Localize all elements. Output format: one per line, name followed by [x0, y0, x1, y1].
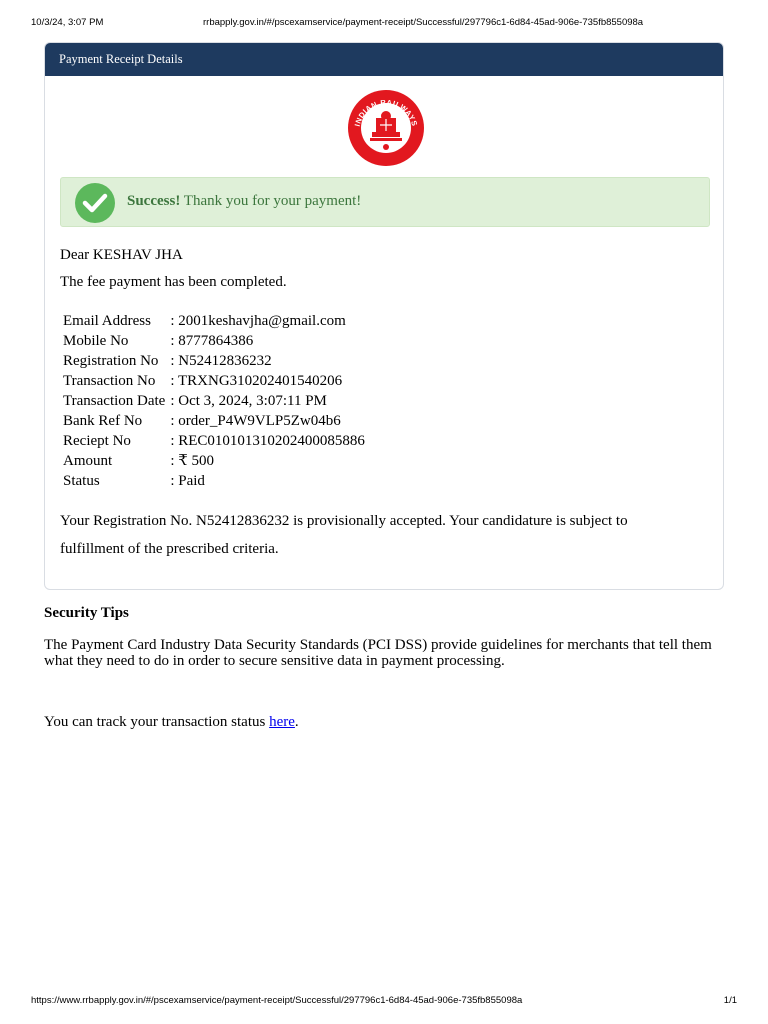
detail-value: : 8777864386 [170, 333, 254, 349]
detail-row [60, 371, 368, 391]
print-header [0, 17, 768, 31]
indian-railways-logo [346, 88, 426, 168]
detail-row [60, 451, 368, 471]
success-alert [60, 177, 710, 227]
detail-label: Status [63, 473, 100, 489]
detail-value: : REC010101310202400085886 [170, 433, 365, 449]
detail-row [60, 411, 368, 431]
detail-value: : ₹ 500 [170, 453, 215, 469]
detail-row [60, 431, 368, 451]
detail-label: Mobile No [63, 333, 129, 349]
security-tips-text: The Payment Card Industry Data Security Standards (PCI DSS) provide guidelines for merchants that tell them what they need to do in order to secure sensitive data in payment processing. [44, 637, 712, 669]
card-title: Payment Receipt Details [45, 43, 723, 76]
detail-row [60, 471, 368, 491]
page-number: 1/1 [723, 995, 737, 1006]
detail-value: : TRXNG310202401540206 [170, 373, 343, 389]
check-circle-icon [75, 183, 115, 223]
detail-label: Amount [63, 453, 113, 469]
print-datetime: 10/3/24, 3:07 PM [31, 17, 104, 28]
track-here-link[interactable]: here [269, 714, 295, 730]
security-tips-title: Security Tips [44, 605, 129, 621]
detail-value: : Oct 3, 2024, 3:07:11 PM [170, 393, 327, 409]
detail-label: Registration No [63, 353, 159, 369]
greeting: Dear KESHAV JHA [60, 247, 183, 263]
detail-row [60, 311, 368, 331]
detail-label: Transaction No [63, 373, 156, 389]
detail-value: : Paid [170, 473, 205, 489]
alert-text: Thank you for your payment! [180, 193, 362, 209]
detail-row [60, 331, 368, 351]
detail-value: : N52412836232 [170, 353, 272, 369]
print-url: rrbapply.gov.in/#/pscexamservice/payment-receipt/Successful/297796c1-6d84-45ad-906e-735fb855098a [203, 17, 644, 28]
detail-row [60, 351, 368, 371]
payment-details-table [60, 311, 368, 491]
track-suffix: . [294, 714, 299, 730]
detail-label: Reciept No [63, 433, 131, 449]
detail-row [60, 391, 368, 411]
print-footer [0, 995, 768, 1009]
detail-label: Email Address [63, 313, 151, 329]
payment-receipt-card [44, 42, 724, 590]
registration-note: Your Registration No. N52412836232 is provisionally accepted. Your candidature is subject to fulfillment of the prescribed criteria. [60, 513, 628, 557]
track-status-text [44, 714, 299, 731]
track-prefix: You can track your transaction status [44, 714, 270, 730]
detail-value: : order_P4W9VLP5Zw04b6 [170, 413, 341, 429]
detail-value: : 2001keshavjha@gmail.com [170, 313, 346, 329]
alert-strong: Success! [127, 193, 181, 209]
logo-text: INDIAN RAILWAYS [352, 97, 420, 128]
intro-text: The fee payment has been completed. [60, 274, 287, 290]
detail-label: Transaction Date [63, 393, 166, 409]
detail-label: Bank Ref No [63, 413, 143, 429]
alert-message [127, 193, 361, 210]
print-footer-url: https://www.rrbapply.gov.in/#/pscexamservice/payment-receipt/Successful/297796c1-6d84-45ad-906e-735fb855098a [31, 995, 523, 1006]
